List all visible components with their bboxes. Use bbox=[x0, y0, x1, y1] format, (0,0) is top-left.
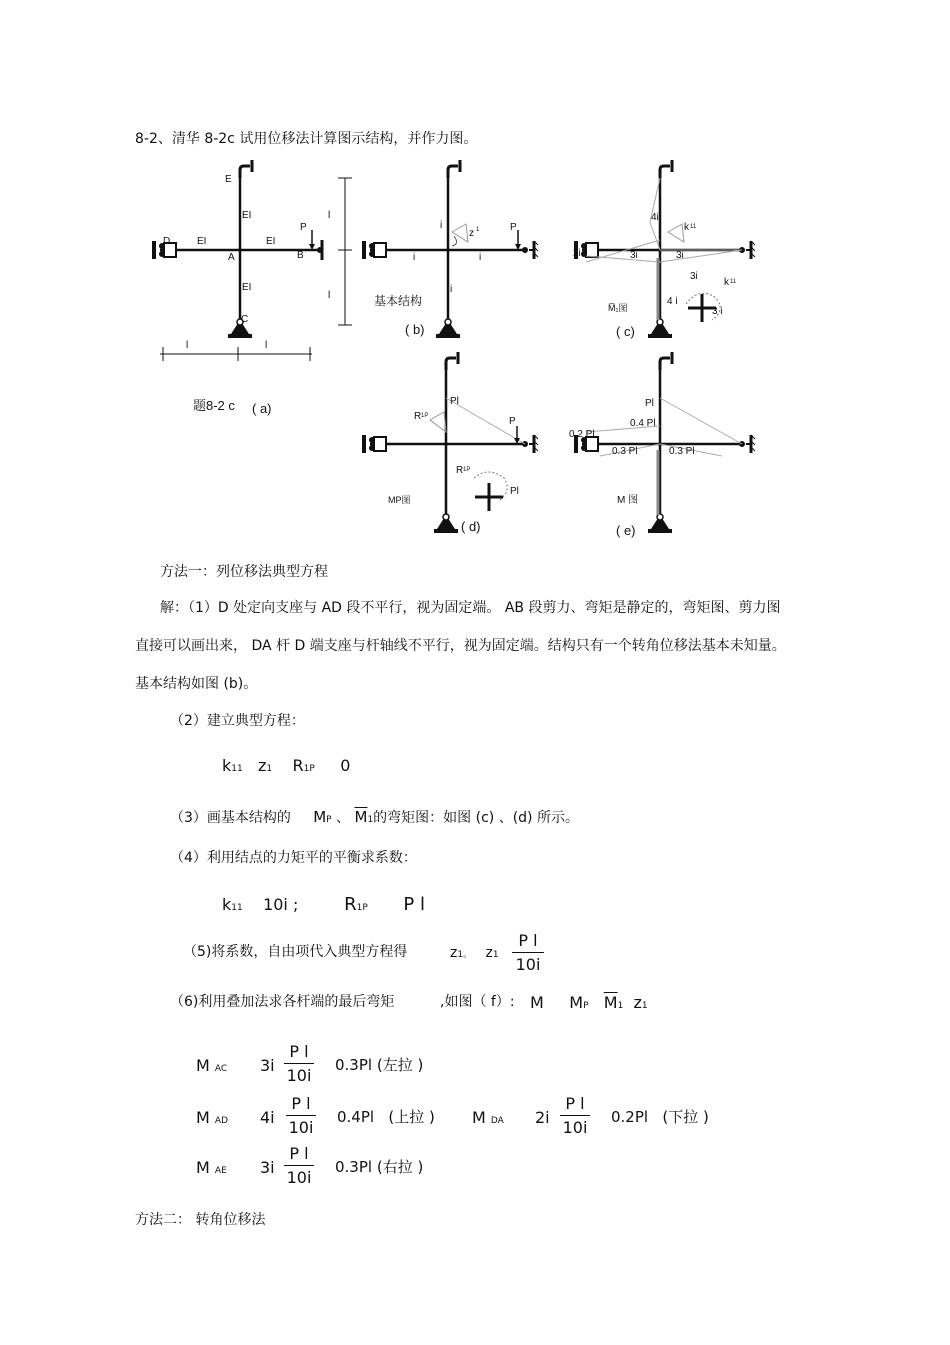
result-MDA: 0.2Pl (下拉 ) bbox=[611, 1108, 709, 1126]
z1-fraction: $\frac{\text{P l}}{10i}$ bbox=[512, 933, 544, 973]
fraction-MAC: $\frac{\text{P l}}{10i}$ bbox=[284, 1044, 314, 1084]
result-MAC: 0.3Pl (左拉 ) bbox=[335, 1056, 424, 1074]
method-one-heading: 方法一：列位移法典型方程 bbox=[160, 564, 328, 580]
fraction-MAE: $\frac{\text{P l}}{10i}$ bbox=[284, 1146, 314, 1186]
value-4i: 4 i bbox=[667, 296, 678, 307]
caption-e: ( e) bbox=[616, 523, 636, 538]
step4: （4）利用结点的力矩平的平衡求系数： bbox=[170, 850, 417, 866]
dim-l: l bbox=[186, 340, 189, 351]
moment-MDA: M DA bbox=[472, 1108, 504, 1127]
label-k11: k bbox=[724, 277, 729, 288]
value-4i: 4i bbox=[651, 212, 659, 223]
label-z1-sub: 1 bbox=[476, 227, 480, 233]
label-i: i bbox=[413, 252, 416, 263]
value-Pl: Pl bbox=[450, 396, 459, 407]
label-P: P bbox=[509, 416, 516, 427]
label-B: B bbox=[297, 250, 304, 261]
step5: （5)将系数，自由项代入典型方程得 bbox=[183, 944, 408, 960]
diagram-label-c: M̅₁图 bbox=[608, 303, 628, 313]
label-R1P-sub: 1P bbox=[463, 467, 471, 473]
coef-MDA: 2i bbox=[535, 1108, 550, 1127]
dim-l: l bbox=[265, 340, 268, 351]
fraction-MDA: $\frac{\text{P l}}{10i}$ bbox=[560, 1096, 590, 1136]
step3: （3）画基本结构的 MP 、 $\overline{M}1$的弯矩图：如图 (c) 、(d) 所示。 bbox=[170, 808, 579, 826]
value-3i: 3i bbox=[690, 271, 698, 282]
value-0.3Pl: 0.3 Pl bbox=[669, 446, 695, 457]
label-EI-right: EI bbox=[266, 236, 276, 247]
step5-z: z1。 z1 bbox=[450, 945, 499, 961]
figure-c bbox=[573, 160, 755, 339]
label-D: D bbox=[163, 236, 171, 247]
figure-e bbox=[569, 352, 755, 538]
label-i: i bbox=[479, 252, 482, 263]
value-3i: 3i bbox=[676, 250, 684, 261]
problem-heading: 8-2、清华 8-2c 试用位移法计算图示结构，并作力图。 bbox=[135, 131, 478, 147]
coefficient-equation: k11 10i ; R1P P l bbox=[222, 894, 425, 915]
value-0.3Pl: 0.3 Pl bbox=[612, 446, 638, 457]
label-C: C bbox=[241, 314, 249, 325]
step6-post: ,如图（ f）: bbox=[440, 994, 515, 1010]
coef-MAD: 4i bbox=[260, 1108, 275, 1127]
label-EI-bottom: EI bbox=[242, 282, 252, 293]
method-two-heading: 方法二： 转角位移法 bbox=[135, 1212, 266, 1228]
value-Pl: Pl bbox=[510, 486, 519, 497]
label-P: P bbox=[300, 222, 307, 233]
superposition-formula: M MP $\overline{M}1$ z1 bbox=[530, 993, 648, 1012]
step6: （6)利用叠加法求各杆端的最后弯矩 bbox=[170, 994, 395, 1010]
value-3i: 3i bbox=[630, 250, 638, 261]
figure-a bbox=[152, 160, 352, 416]
structure-figures bbox=[0, 150, 950, 710]
caption-b: ( b) bbox=[405, 322, 425, 337]
label-k11-sub: 11 bbox=[690, 224, 697, 230]
label-P: P bbox=[510, 222, 517, 233]
label-R1P-sub: 1P bbox=[421, 413, 429, 419]
label-EI-top: EI bbox=[242, 210, 252, 221]
value-0.4Pl: 0.4 Pl bbox=[630, 418, 656, 429]
value-Pl: Pl bbox=[645, 398, 654, 409]
step1-line-c: 基本结构如图 (b)。 bbox=[135, 676, 258, 692]
figure-d bbox=[362, 352, 538, 534]
diagram-label-e: M 图 bbox=[617, 495, 639, 506]
label-A: A bbox=[228, 252, 235, 263]
step2: （2）建立典型方程： bbox=[170, 713, 305, 729]
moment-MAC: M AC bbox=[196, 1056, 228, 1075]
fraction-MAD: $\frac{\text{P l}}{10i}$ bbox=[286, 1096, 316, 1136]
value-0.2Pl: 0.2 Pl bbox=[569, 429, 595, 440]
dim-l: l bbox=[328, 290, 331, 301]
typical-equation: k11 z1 R1P 0 bbox=[222, 756, 351, 775]
dim-l: l bbox=[328, 210, 331, 221]
label-i: i bbox=[450, 284, 453, 295]
caption-c: ( c) bbox=[616, 324, 635, 339]
label-k11: k bbox=[684, 222, 689, 233]
label-z1: z bbox=[469, 228, 474, 239]
moment-MAE: M AE bbox=[196, 1158, 227, 1177]
moment-MAD: M AD bbox=[196, 1108, 228, 1127]
caption-d: ( d) bbox=[461, 519, 481, 534]
diagram-label-d: MP图 bbox=[388, 495, 411, 505]
coef-MAC: 3i bbox=[260, 1056, 275, 1075]
label-i: i bbox=[440, 220, 443, 231]
caption-title-a: 题8-2 c bbox=[193, 398, 235, 413]
caption-a: ( a) bbox=[252, 401, 272, 416]
coef-MAE: 3i bbox=[260, 1158, 275, 1177]
value-2i: 2i bbox=[573, 248, 581, 259]
label-E: E bbox=[225, 174, 232, 185]
basic-structure-label: 基本结构 bbox=[374, 294, 423, 308]
step1-line-b: 直接可以画出来， DA 杆 D 端支座与杆轴线不平行，视为固定端。结构只有一个转角位移法基本未知量。 bbox=[135, 638, 786, 654]
label-EI-left: EI bbox=[197, 236, 207, 247]
label-k11-sub: 11 bbox=[730, 279, 737, 285]
label-R1P: R bbox=[414, 411, 422, 422]
result-MAD: 0.4Pl (上拉 ) bbox=[337, 1108, 435, 1126]
label-R1P: R bbox=[456, 465, 464, 476]
result-MAE: 0.3Pl (右拉 ) bbox=[335, 1158, 424, 1176]
value-3i: 3 i bbox=[712, 306, 723, 317]
step1-line-a: 解：（1）D 处定向支座与 AD 段不平行，视为固定端。 AB 段剪力、弯矩是静定的，弯矩图、剪力图 bbox=[160, 600, 781, 616]
figure-b bbox=[362, 160, 538, 338]
